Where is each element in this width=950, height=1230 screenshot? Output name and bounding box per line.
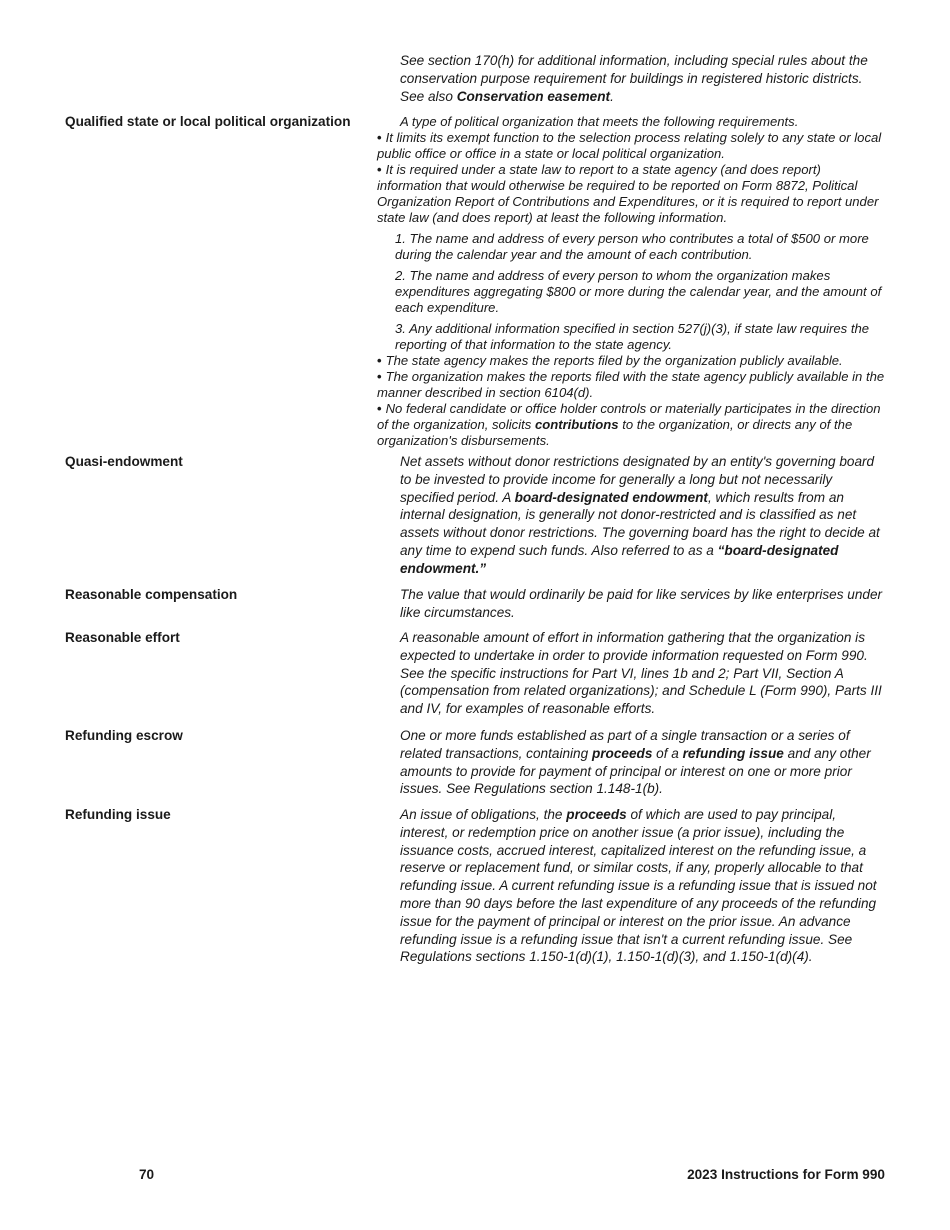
definition-text: See section 170(h) for additional information, including special rules about the conservation purpose requirement for buildings in registered historic districts. See also — [400, 53, 868, 104]
cross-reference-term: refunding issue — [682, 745, 784, 761]
cross-reference-term: contributions — [534, 417, 619, 432]
bullet-icon: • — [377, 369, 382, 384]
document-title: 2023 Instructions for Form 990 — [687, 1167, 885, 1182]
bullet-item — [377, 162, 886, 226]
bullet-item — [377, 353, 886, 369]
numbered-item: 1. The name and address of every person who contributes a total of $500 or more during the calendar year and the amount of each contribution. — [395, 231, 869, 262]
cross-reference-term: proceeds — [566, 807, 627, 822]
entry-term: Refunding issue — [65, 807, 171, 822]
definition-intro: A type of political organization that meets the following requirements. — [400, 114, 799, 129]
entry-term: Qualified state or local political organization — [65, 114, 351, 129]
entry-definition — [400, 453, 886, 578]
entry-term: Reasonable compensation — [65, 587, 238, 602]
bullet-icon: • — [377, 401, 382, 416]
entry-definition — [400, 806, 886, 966]
bullet-icon: • — [377, 162, 382, 177]
definition-text: Net assets without donor restrictions designated by an entity's governing board to be invested to provide income for generally a long but not necessarily specified period. A — [400, 454, 875, 505]
entry-definition — [400, 52, 886, 105]
entry-term: Reasonable effort — [65, 630, 180, 645]
entry-term: Refunding escrow — [65, 728, 183, 743]
page-number: 70 — [139, 1167, 155, 1182]
bullet-text: The state agency makes the reports filed by the organization publicly available. — [385, 353, 843, 368]
bullet-icon: • — [377, 130, 382, 145]
cross-reference-term: board-designated endowment — [514, 489, 708, 505]
cross-reference-term: “board-designated endowment.” — [400, 542, 839, 576]
entry-definition — [400, 727, 886, 798]
page-footer — [0, 1167, 950, 1187]
cross-reference-term: Conservation easement — [456, 88, 611, 104]
bullet-text: It is required under a state law to report to a state agency (and does report) information that would otherwise be required to be reported on Form 8872, Political Organization Report of Contributions and Expenditures, or it is required to report under state law (and does report) at least the following information. — [377, 162, 879, 225]
entry-term: Quasi-endowment — [65, 454, 183, 469]
entry-definition: A reasonable amount of effort in information gathering that the organization is expected to undertake in order to provide information requested on Form 990. See the specific instructions for Part VI, lines 1b and 2; Part VII, Section A (compensation from related organizations); and Schedule L (Form 990), Parts III and IV, for examples of reasonable efforts. — [400, 630, 882, 717]
cross-reference-term: proceeds — [591, 745, 653, 761]
numbered-item: 2. The name and address of every person to whom the organization makes expenditures aggregating $800 or more during the calendar year, and the amount of each expenditure. — [395, 268, 882, 315]
definition-text: and any other amounts to provide for payment of principal or interest on one or more prior issues. See Regulations section 1.148-1(b). — [400, 745, 871, 797]
entry-definition: The value that would ordinarily be paid for like services by like enterprises under like circumstances. — [400, 587, 883, 620]
entry-definition — [377, 114, 886, 449]
definition-text: An issue of obligations, the — [400, 807, 567, 822]
bullet-text: to the organization, or directs any of the organization's disbursements. — [377, 417, 853, 448]
definition-text: One or more funds established as part of a single transaction or a series of related transactions, containing — [400, 728, 850, 761]
definition-text: of which are used to pay principal, interest, or redemption price on another issue (a prior issue), including the issuance costs, accrued interest, capitalized interest on the refunding issue, a reserve or replacement fund, or similar costs, if any, properly allocable to that refunding issue. A current refunding issue is a refunding issue that is issued not more than 90 days before the last expenditure of any proceeds of the refunding issue for the payment of principal or interest on the prior issue. An advance refunding issue is a refunding issue that isn't a current refunding issue. See Regulations sections 1.150-1(d)(1), 1.150-1(d)(3), and 1.150-1(d)(4). — [400, 807, 877, 965]
bullet-text: It limits its exempt function to the selection process relating solely to any state or local public office or office in a state or local political organization. — [377, 130, 882, 161]
definition-text: . — [610, 88, 614, 104]
bullet-item — [377, 401, 886, 449]
bullet-text: No federal candidate or office holder controls or materially participates in the direction of the organization, solicits — [377, 401, 881, 432]
definition-text: of a — [652, 745, 683, 761]
bullet-item — [377, 369, 886, 401]
definition-text: , which results from an internal designation, is generally not donor-restricted and is classified as net assets without donor restrictions. The governing board has the right to decide at any time to expend such funds. Also referred to as a — [400, 489, 880, 558]
bullet-icon: • — [377, 353, 382, 368]
numbered-item: 3. Any additional information specified in section 527(j)(3), if state law requires the reporting of that information to the state agency. — [395, 321, 870, 352]
bullet-text: The organization makes the reports filed with the state agency publicly available in the manner described in section 6104(d). — [377, 369, 885, 400]
bullet-item — [377, 130, 886, 162]
